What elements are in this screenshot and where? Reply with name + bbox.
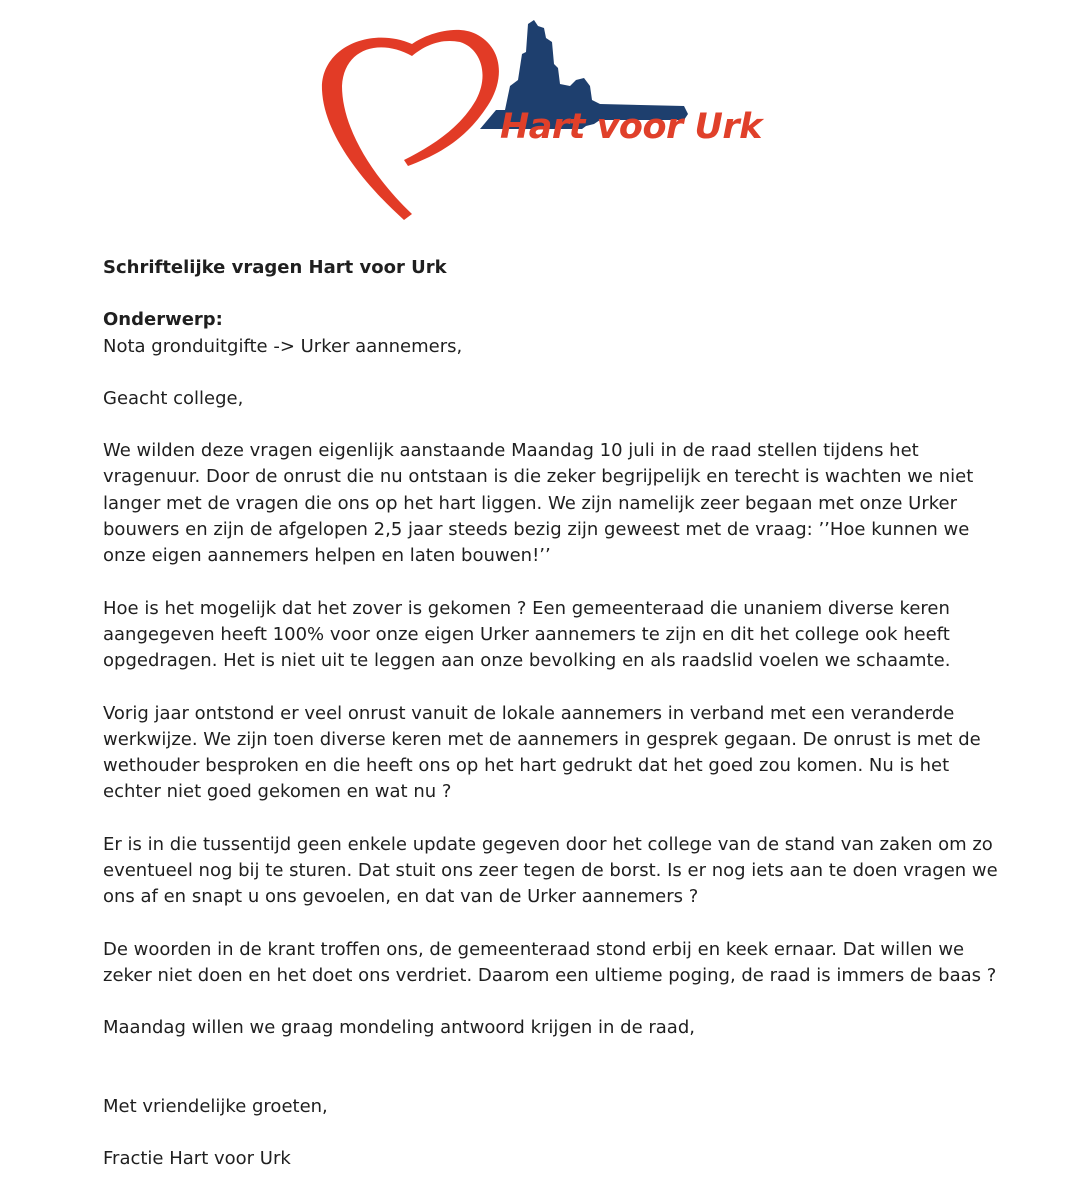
subject-label: Onderwerp: <box>103 309 223 331</box>
paragraph-4: Er is in die tussentijd geen enkele update gegeven door het college van de stand van zaken om zo eventueel nog bij te sturen. Dat stuit ons zeer tegen de borst. Is er nog iets aan te doen vragen we ons af en snapt u ons gevoelen, en dat van de Urker aannemers ? <box>103 833 998 908</box>
heart-shape <box>322 30 499 220</box>
closing-greeting: Met vriendelijke groeten, <box>103 1095 328 1117</box>
paragraph-6: Maandag willen we graag mondeling antwoord krijgen in de raad, <box>103 1017 695 1039</box>
paragraph-3: Vorig jaar ontstond er veel onrust vanuit de lokale aannemers in verband met een veranderde werkwijze. We zijn toen diverse keren met de aannemers in gesprek gegaan. De onrust is met de wethouder besproken en die heeft ons op het hart gedrukt dat het goed zou komen. Nu is het echter niet goed gekomen en wat nu ? <box>103 702 981 803</box>
signature: Fractie Hart voor Urk <box>103 1147 291 1169</box>
logo-wordmark: Hart voor Urk <box>500 107 762 147</box>
paragraph-2: Hoe is het mogelijk dat het zover is gekomen ? Een gemeenteraad die unaniem diverse keren aangegeven heeft 100% voor onze eigen Urker aannemers te zijn en dit het college ook heeft opgedragen. Het is niet uit te leggen aan onze bevolking en als raadslid voelen we schaamte. <box>103 597 951 672</box>
letter-title: Schriftelijke vragen Hart voor Urk <box>103 257 447 278</box>
subject-text: Nota gronduitgifte -> Urker aannemers, <box>103 335 463 357</box>
hart-voor-urk-logo <box>300 14 770 229</box>
letter-body <box>103 255 1003 1172</box>
paragraph-1: We wilden deze vragen eigenlijk aanstaande Maandag 10 juli in de raad stellen tijdens het vragenuur. Door de onrust die nu ontstaan is die zeker begrijpelijk en terecht is wachten we niet langer met de vragen die ons op het hart liggen. We zijn namelijk zeer begaan met onze Urker bouwers en zijn de afgelopen 2,5 jaar steeds bezig zijn geweest met de vraag: ’’Hoe kunnen we onze eigen aannemers helpen en laten bouwen!’’ <box>103 440 974 567</box>
salutation: Geacht college, <box>103 387 244 409</box>
paragraph-5: De woorden in de krant troffen ons, de gemeenteraad stond erbij en keek ernaar. Dat willen we zeker niet doen en het doet ons verdriet. Daarom een ultieme poging, de raad is immers de baas ? <box>103 938 997 986</box>
